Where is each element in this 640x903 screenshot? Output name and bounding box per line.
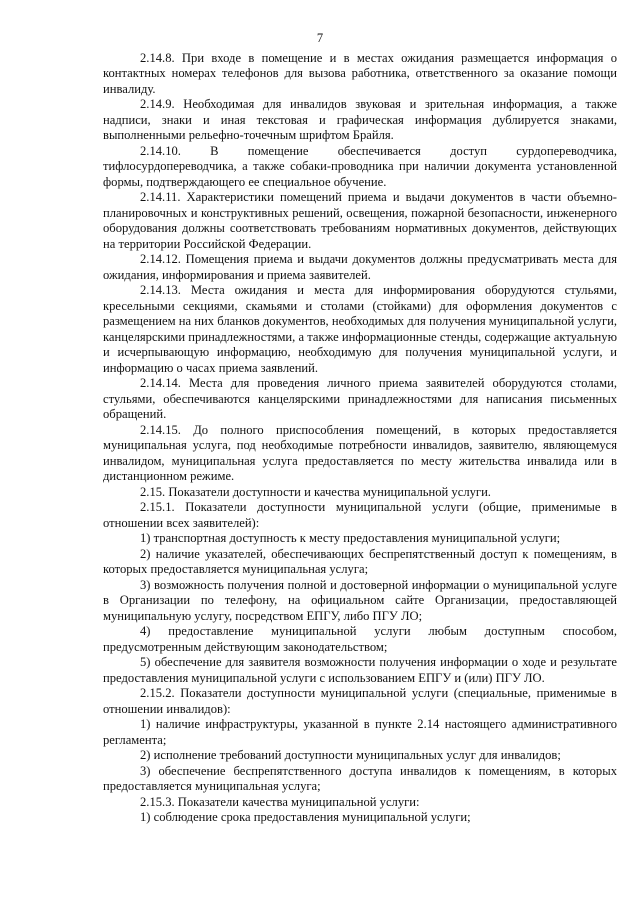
list-item-general-3: 3) возможность получения полной и достоверной информации о муниципальной услуге в Организации по телефону, на официальном сайте Организации, предоставляющей муниципальную услугу, посредством ЕПГУ, либо ПГУ ЛО;	[103, 577, 617, 623]
page-number: 7	[316, 31, 324, 45]
paragraph-2-14-12: 2.14.12. Помещения приема и выдачи документов должны предусматривать места для ожидания, информирования и приема заявителей.	[103, 252, 617, 282]
paragraph-2-14-15: 2.14.15. До полного приспособления помещений, в которых предоставляется муниципальная услуга, под необходимые потребности инвалидов, заявителю, являющемуся инвалидом, муниципальная услуга предоставляется по месту жительства инвалида или в дистанционном режиме.	[103, 422, 617, 483]
paragraph-2-14-10: 2.14.10. В помещение обеспечивается доступ сурдопереводчика, тифлосурдопереводчика, а также собаки-проводника при наличии документа установленной формы, подтверждающего ее специальное обучение.	[103, 143, 617, 189]
list-item-general-2: 2) наличие указателей, обеспечивающих беспрепятственный доступ к помещениям, в которых предоставляется муниципальная услуга;	[103, 546, 617, 576]
paragraph-2-15-3: 2.15.3. Показатели качества муниципальной услуги:	[140, 794, 420, 809]
paragraph-2-14-8: 2.14.8. При входе в помещение и в местах ожидания размещается информация о контактных номерах телефонов для вызова работника, ответственного за оказание помощи инвалиду.	[103, 50, 617, 96]
paragraph-2-14-14: 2.14.14. Места для проведения личного приема заявителей оборудуются столами, стульями, обеспечиваются канцелярскими принадлежностями для написания письменных обращений.	[103, 376, 617, 421]
list-item-special-1: 1) наличие инфраструктуры, указанной в пункте 2.14 настоящего административного регламента;	[103, 717, 617, 747]
paragraph-2-14-13: 2.14.13. Места ожидания и места для информирования оборудуются стульями, кресельными секциями, скамьями и столами (стойками) для оформления документов с размещением на них бланков документов, необходимых для получения муниципальной услуги, канцелярскими принадлежностями, а также информационные стенды, содержащие актуальную и исчерпывающую информацию, необходимую для получения муниципальной услуги, и информацию о часах приема заявлений.	[103, 283, 617, 375]
paragraph-2-15-2: 2.15.2. Показатели доступности муниципальной услуги (специальные, применимые в отношении инвалидов):	[103, 686, 617, 716]
list-item-general-5: 5) обеспечение для заявителя возможности получения информации о ходе и результате предоставления муниципальной услуги с использованием ЕПГУ и (или) ПГУ ЛО.	[103, 655, 617, 685]
paragraph-2-15-1: 2.15.1. Показатели доступности муниципальной услуги (общие, применимые в отношении всех заявителей):	[103, 500, 617, 530]
paragraph-2-14-11: 2.14.11. Характеристики помещений приема и выдачи документов в части объемно-планировочных и конструктивных решений, освещения, пожарной безопасности, инженерного оборудования должны соответствовать требованиям нормативных документов, действующих на территории Российской Федерации.	[103, 190, 617, 251]
list-item-special-3: 3) обеспечение беспрепятственного доступа инвалидов к помещениям, в которых предоставляется муниципальная услуга;	[103, 763, 617, 793]
list-item-general-1: 1) транспортная доступность к месту предоставления муниципальной услуги;	[140, 531, 561, 545]
list-item-quality-1: 1) соблюдение срока предоставления муниципальной услуги;	[140, 810, 471, 824]
document-body	[103, 51, 617, 826]
list-item-special-2: 2) исполнение требований доступности муниципальных услуг для инвалидов;	[140, 748, 561, 762]
paragraph-2-15: 2.15. Показатели доступности и качества муниципальной услуги.	[140, 484, 491, 499]
paragraph-2-14-9: 2.14.9. Необходимая для инвалидов звуковая и зрительная информация, а также надписи, знаки и иная текстовая и графическая информация дублируется знаками, выполненными рельефно-точечным шрифтом Брайля.	[103, 97, 617, 142]
list-item-general-4: 4) предоставление муниципальной услуги любым доступным способом, предусмотренным действующим законодательством;	[103, 624, 617, 654]
